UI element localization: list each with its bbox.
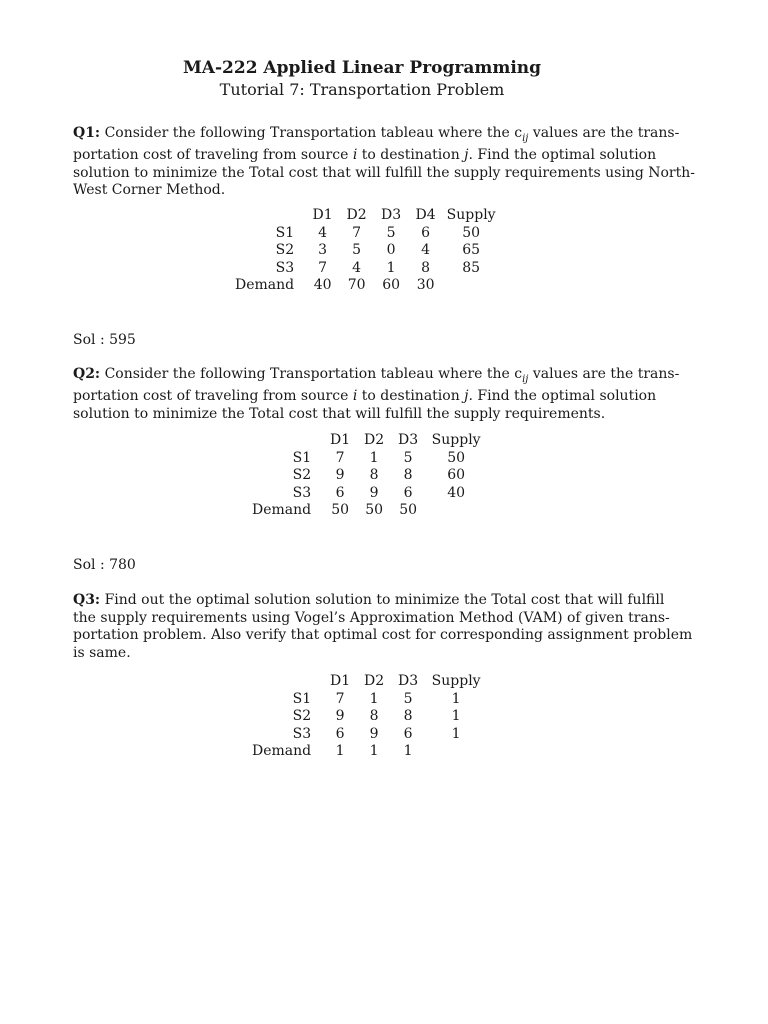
table-header: D2 [364,432,385,448]
q2-text-2b: to destination [361,388,460,405]
q2-var-j: j [464,388,469,405]
q3-text-1: Find out the optimal solution solution to minimize the Total cost that will fulfill [104,592,665,608]
table-cell: 7 [335,449,345,466]
q2-text-3: solution to minimize the Total cost that will fulfill the supply requirements. [73,405,606,422]
table-cell: 50 [447,449,466,466]
row-label: S1 [275,224,295,241]
table-cell: 60 [447,467,466,483]
table-header: D1 [312,207,333,223]
q2-text-2c: . Find the optimal solution [468,388,657,405]
table-cell [425,502,487,520]
table-cell: 7 [335,690,345,707]
table-cell: 6 [335,484,345,501]
q1-label: Q1: [73,125,101,141]
table-cell: 50 [462,224,481,241]
table-cell: 4 [318,224,328,241]
table-cell: 1 [451,690,461,707]
q2-label: Q2: [73,366,101,382]
table-header: Supply [431,673,481,689]
table-cell: 7 [352,224,362,241]
table-row [235,242,499,260]
table-header: D1 [330,673,351,689]
q3-paragraph [73,592,693,662]
q1-c-subscript: ij [522,132,529,144]
table-row [252,485,487,503]
table-header: D1 [330,432,351,448]
table-cell: 1 [403,743,413,759]
q1-table [235,207,499,295]
table-cell: 6 [421,224,431,241]
q2-text-2a: portation cost of traveling from source [73,388,349,405]
row-label: S1 [292,449,312,466]
q1-text-1a: Consider the following Transportation tableau where the c [104,125,523,141]
table-cell: 0 [386,242,396,258]
table-cell: 5 [386,224,396,241]
table-row [252,743,487,761]
table-cell: 4 [421,242,431,258]
document-title: MA-222 Applied Linear Programming [182,58,542,78]
table-cell [443,277,499,295]
table-cell: 1 [451,708,461,724]
table-corner [235,207,306,225]
table-row [235,277,499,295]
q2-var-i: i [352,388,358,405]
table-cell: 7 [318,259,328,276]
table-header: Supply [446,207,496,223]
table-cell: 40 [313,277,332,293]
table-header: D2 [364,673,385,689]
table-cell: 9 [335,467,345,483]
table-header-row [252,673,487,691]
table-cell: 8 [369,467,379,483]
q1-solution: Sol : 595 [73,332,136,348]
table-header: D2 [346,207,367,223]
table-row [252,502,487,520]
table-header: D3 [398,432,419,448]
row-label: Demand [235,277,295,293]
table-header-row [252,432,487,450]
table-cell: 50 [331,502,350,518]
table-cell: 4 [352,259,362,276]
table-cell: 1 [369,449,379,466]
q1-text-3: solution to minimize the Total cost that will fulfill the supply requirements using North- [73,164,696,181]
table-header-row [235,207,499,225]
table-row [252,726,487,744]
table-corner [252,432,323,450]
document-subtitle: Tutorial 7: Transportation Problem [219,80,505,99]
q1-var-i: i [352,147,358,164]
row-label: S3 [292,725,312,742]
row-label: S1 [292,690,312,707]
table-cell: 1 [369,743,379,759]
q2-text-1b: values are the trans- [532,366,680,382]
q1-text-2a: portation cost of traveling from source [73,147,349,164]
q2-solution: Sol : 780 [73,557,136,573]
table-cell: 85 [462,259,481,276]
table-cell: 65 [462,242,481,258]
table-cell: 1 [451,725,461,742]
table-cell: 1 [386,259,396,276]
q1-text-2c: . Find the optimal solution [468,147,657,164]
q1-text-4: West Corner Method. [73,182,226,199]
q1-var-j: j [464,147,469,164]
row-label: S2 [292,708,312,724]
table-header: D3 [398,673,419,689]
table-row [235,260,499,278]
row-label: S2 [292,467,312,483]
table-cell: 50 [365,502,384,518]
table-cell: 3 [318,242,328,258]
table-cell: 9 [335,708,345,724]
table-cell: 8 [421,259,431,276]
row-label: Demand [252,743,312,759]
q3-text-4: is same. [73,644,131,661]
table-row [252,708,487,726]
table-cell: 8 [403,467,413,483]
table-cell: 8 [403,708,413,724]
q1-text-2b: to destination [361,147,460,164]
table-row [252,467,487,485]
table-cell: 5 [403,449,413,466]
table-header: D3 [381,207,402,223]
q3-text-3: portation problem. Also verify that optimal cost for corresponding assignment problem [73,627,693,643]
q1-text-1b: values are the trans- [532,125,680,141]
table-header: Supply [431,432,481,448]
table-cell: 6 [335,725,345,742]
table-corner [252,673,323,691]
q3-table [252,673,487,761]
table-cell: 40 [447,484,466,501]
row-label: S2 [275,242,295,258]
table-cell: 6 [403,725,413,742]
table-cell: 8 [369,708,379,724]
table-cell: 5 [352,242,362,258]
q3-text-2: the supply requirements using Vogel’s Approximation Method (VAM) of given trans- [73,609,670,626]
table-cell: 9 [369,725,379,742]
table-row [252,691,487,709]
row-label: S3 [275,259,295,276]
table-cell: 6 [403,484,413,501]
table-row [235,225,499,243]
table-cell: 9 [369,484,379,501]
q2-table [252,432,487,520]
row-label: S3 [292,484,312,501]
table-header: D4 [415,207,436,223]
table-row [252,450,487,468]
q2-c-subscript: ij [522,373,529,385]
table-cell: 50 [399,502,418,518]
table-cell: 1 [369,690,379,707]
table-cell: 30 [416,277,435,293]
table-cell: 1 [335,743,345,759]
row-label: Demand [252,502,312,518]
q2-text-1a: Consider the following Transportation tableau where the c [104,366,523,382]
table-cell [425,743,487,761]
table-cell: 5 [403,690,413,707]
q2-paragraph [73,366,680,423]
q3-label: Q3: [73,592,101,608]
table-cell: 70 [347,277,366,293]
table-cell: 60 [382,277,401,293]
q1-paragraph [73,125,696,200]
